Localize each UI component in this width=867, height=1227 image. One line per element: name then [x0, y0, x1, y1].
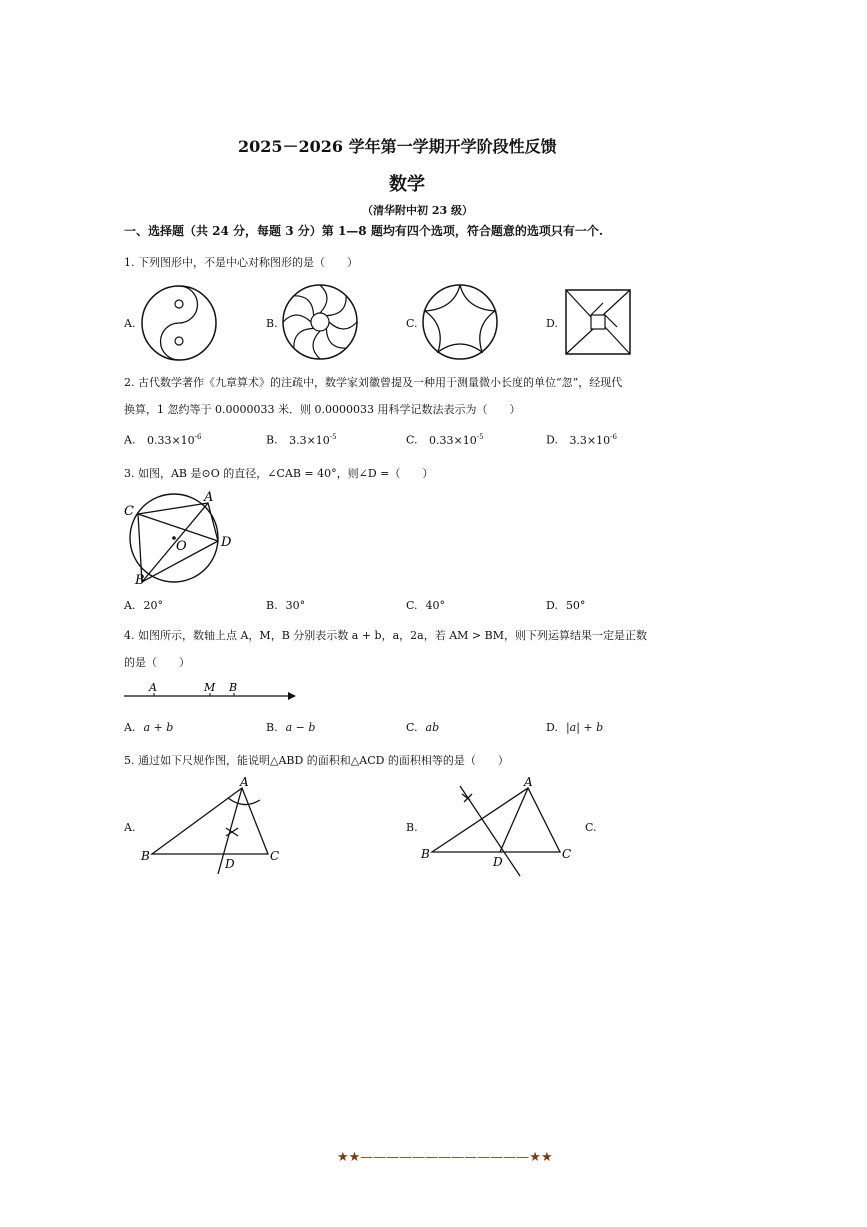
q2-option-d-text: 3.3×10: [569, 433, 611, 447]
q2-option-b: [266, 433, 337, 447]
q3-option-a: [124, 599, 163, 612]
section-heading: 一、选择题（共 24 分，每题 3 分）第 1—8 题均有四个选项，符合题意的选项只有一个.: [124, 224, 603, 238]
q5a-point-a: A: [240, 775, 249, 789]
triangle-perpendicular-figure: [420, 776, 580, 880]
q3-option-c-text: 40°: [425, 599, 446, 612]
point-a-label: A: [204, 490, 214, 505]
q4-option-d: [546, 721, 603, 734]
subject-title: 数学: [389, 174, 425, 195]
q3-option-b: [266, 599, 305, 612]
q4-option-a: [124, 721, 173, 734]
q3-option-a-text: 20°: [143, 599, 163, 612]
q2-option-d-label: D.: [546, 433, 558, 447]
q4-option-b-text: a − b: [285, 721, 316, 734]
q2-option-a: [124, 433, 202, 447]
q3-option-d: [546, 599, 585, 612]
q2-option-b-label: B.: [266, 433, 278, 447]
question-5-stem: 5. 通过如下尺规作图，能说明△ABD 的面积和△ACD 的面积相等的是（ ）: [124, 754, 509, 767]
point-b-label: B: [135, 573, 145, 588]
pentagon-circle-figure: [422, 284, 498, 360]
point-c-label: C: [124, 504, 134, 519]
q2-option-c-text: 0.33×10: [429, 433, 477, 447]
question-1-stem: 1. 下列图形中，不是中心对称图形的是（ ）: [124, 256, 358, 269]
point-d-label: D: [221, 535, 232, 550]
square-pinwheel-figure: [565, 289, 631, 355]
question-4-line2: 的是（ ）: [124, 656, 190, 669]
q4-option-b: [266, 721, 315, 734]
q4-option-c-text: ab: [425, 721, 440, 734]
question-2-line1: 2. 古代数学著作《九章算术》的注疏中，数学家刘徽曾提及一种用于测量微小长度的单位“忽”，经现代: [124, 376, 623, 389]
q1-option-d-label: D.: [546, 317, 558, 330]
q5a-point-d: D: [225, 857, 235, 871]
yin-yang-figure: [140, 284, 218, 362]
q5-option-a-label: A.: [124, 821, 136, 834]
question-3-stem: 3. 如图，AB 是⊙O 的直径，∠CAB = 40°，则∠D =（ ）: [124, 467, 434, 480]
q5b-point-c: C: [562, 847, 572, 861]
q2-option-b-text: 3.3×10: [289, 433, 330, 447]
axis-point-b: B: [229, 681, 238, 694]
axis-point-a: A: [149, 681, 157, 694]
q4-option-a-text: a + b: [143, 721, 174, 734]
q5-option-b-label: B.: [406, 821, 418, 834]
q2-option-c: [406, 433, 484, 447]
q3-option-d-label: D.: [546, 599, 558, 612]
q1-option-a-label: A.: [124, 317, 136, 330]
q2-option-a-text: 0.33×10: [146, 433, 195, 447]
q3-option-d-text: 50°: [565, 599, 586, 612]
q4-option-b-label: B.: [266, 721, 278, 734]
page-title: 2025－2026 学年第一学期开学阶段性反馈: [238, 137, 557, 156]
q3-option-a-label: A.: [124, 599, 136, 612]
q1-option-c-label: C.: [406, 317, 418, 330]
q5b-point-d: D: [493, 855, 503, 869]
swirl-figure: [282, 284, 358, 360]
q5-option-c-label: C.: [585, 821, 597, 834]
q2-option-c-label: C.: [406, 433, 418, 447]
q2-option-d: [546, 433, 617, 447]
q4-option-c-label: C.: [406, 721, 418, 734]
page-footer-ornament: ★★—————————————★★: [337, 1150, 553, 1165]
axis-point-m: M: [204, 681, 216, 694]
point-o-label: O: [176, 539, 187, 554]
q5b-point-a: A: [524, 775, 533, 789]
q5a-point-c: C: [270, 849, 280, 863]
number-line: [124, 680, 304, 704]
q3-option-b-text: 30°: [285, 599, 306, 612]
q4-option-d-text: |a| + b: [565, 721, 604, 734]
q2-option-a-label: A.: [124, 433, 136, 447]
question-4-line1: 4. 如图所示，数轴上点 A，M，B 分别表示数 a + b，a，2a，若 AM > BM，则下列运算结果一定是正数: [124, 629, 647, 642]
triangle-bisector-figure: [140, 776, 290, 876]
question-2-line2: 换算，1 忽约等于 0.0000033 米．则 0.0000033 用科学记数法表示为（ ）: [124, 403, 521, 416]
q2-option-c-exp: -5: [476, 433, 484, 441]
q4-option-c: [406, 721, 439, 734]
q3-option-c: [406, 599, 445, 612]
q3-option-c-label: C.: [406, 599, 418, 612]
circle-diagram: [124, 488, 234, 588]
q2-option-d-exp: -6: [610, 433, 617, 441]
q4-option-d-label: D.: [546, 721, 558, 734]
q5b-point-b: B: [421, 847, 430, 861]
q3-option-b-label: B.: [266, 599, 278, 612]
q2-option-b-exp: -5: [329, 433, 337, 441]
q5a-point-b: B: [141, 849, 150, 863]
school-label: （清华附中初 23 级）: [362, 204, 473, 217]
q1-option-b-label: B.: [266, 317, 278, 330]
q2-option-a-exp: -6: [194, 433, 202, 441]
q4-option-a-label: A.: [124, 721, 136, 734]
